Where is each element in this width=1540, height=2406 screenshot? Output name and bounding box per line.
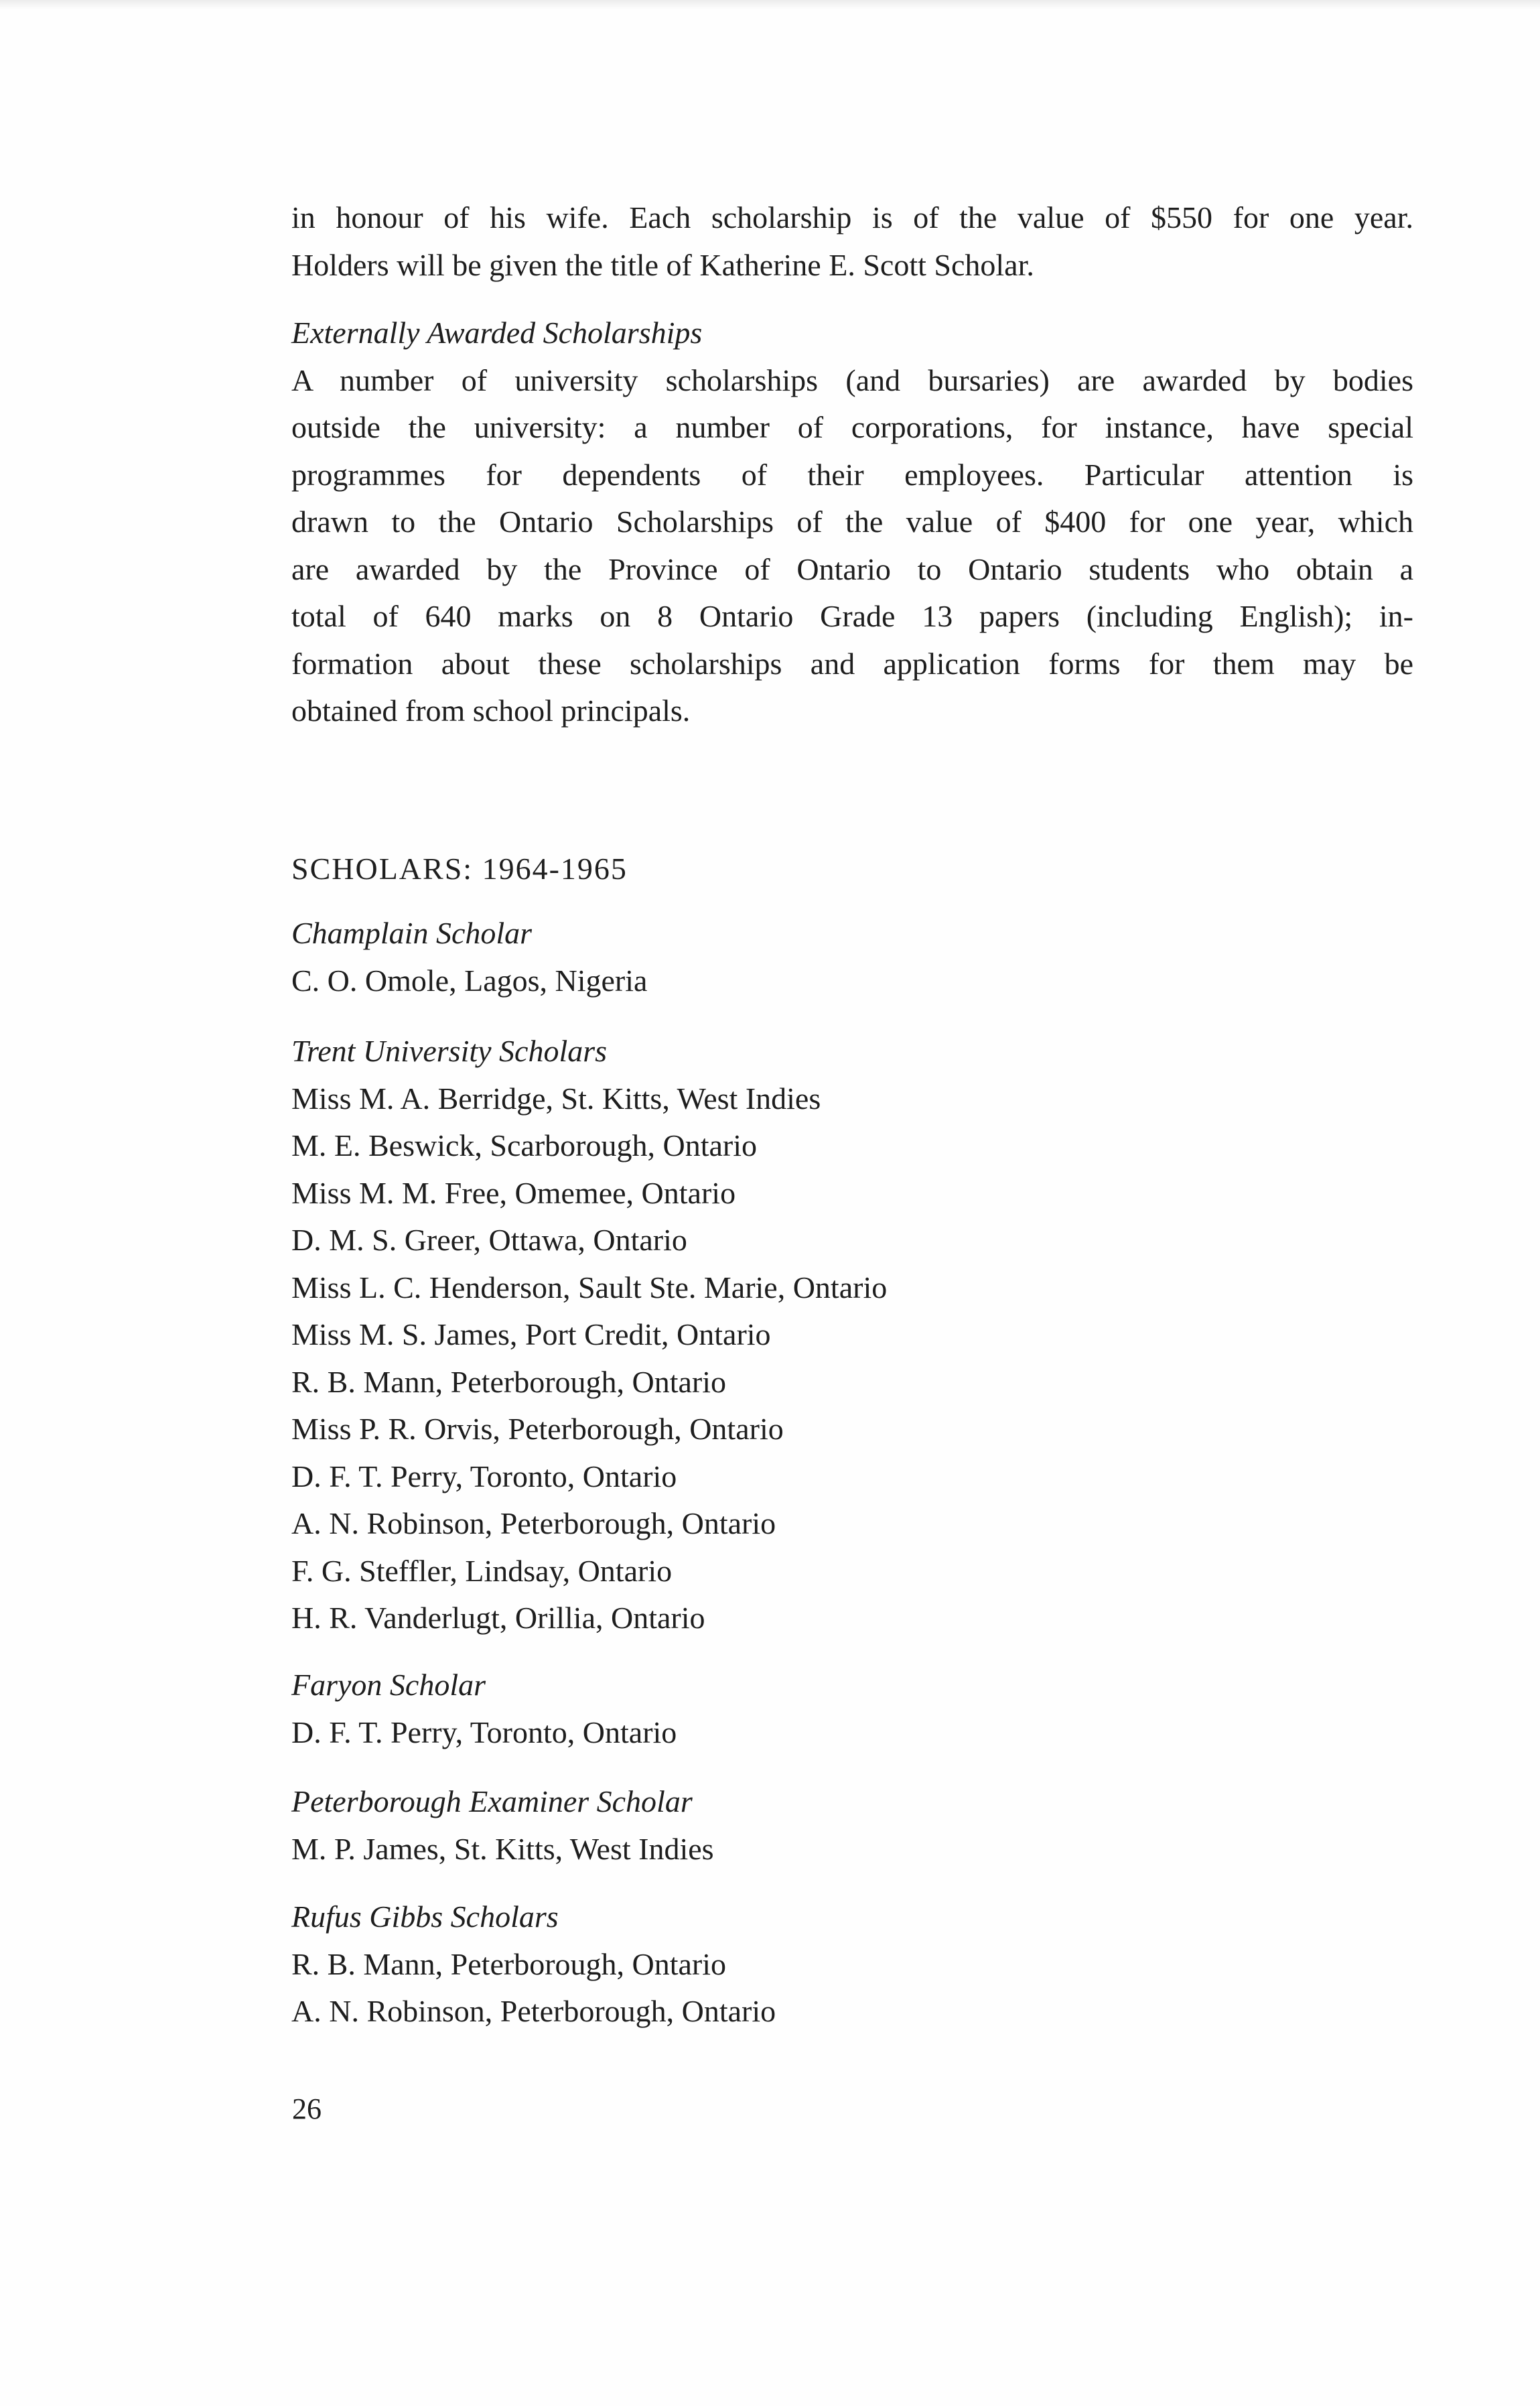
- external-heading: Externally Awarded Scholarships: [291, 316, 703, 350]
- scholar-entry: F. G. Steffler, Lindsay, Ontario: [291, 1553, 673, 1588]
- scholar-group-title: Champlain Scholar: [291, 916, 533, 950]
- scholar-group-title: Rufus Gibbs Scholars: [291, 1899, 559, 1934]
- scholar-group-title: Peterborough Examiner Scholar: [291, 1784, 693, 1818]
- scholars-heading: SCHOLARS: 1964-1965: [291, 852, 628, 886]
- external-line: total of 640 marks on 8 Ontario Grade 13 papers (including English); in-: [291, 599, 1413, 633]
- scholar-entry: Miss M. M. Free, Omemee, Ontario: [291, 1175, 736, 1210]
- intro-paragraph: [291, 194, 1413, 289]
- scholar-entry: R. B. Mann, Peterborough, Ontario: [291, 1946, 727, 1981]
- scholar-entry: Miss M. S. James, Port Credit, Ontario: [291, 1317, 771, 1351]
- page-number: 26: [292, 2092, 322, 2125]
- external-line: drawn to the Ontario Scholarships of the value of $400 for one year, which: [291, 505, 1413, 539]
- external-line: formation about these scholarships and application forms for them may be: [291, 646, 1413, 681]
- scholar-group-title: Trent University Scholars: [291, 1034, 608, 1068]
- scholar-entry: M. E. Beswick, Scarborough, Ontario: [291, 1128, 757, 1162]
- scholar-group: [291, 1028, 1413, 1642]
- external-line: outside the university: a number of corporations, for instance, have special: [291, 410, 1413, 444]
- scholar-entry: Miss P. R. Orvis, Peterborough, Ontario: [291, 1412, 784, 1446]
- intro-line: Holders will be given the title of Katherine E. Scott Scholar.: [291, 247, 1034, 282]
- intro-line: in honour of his wife. Each scholarship is of the value of $550 for one year.: [291, 200, 1413, 235]
- scholar-entry: M. P. James, St. Kitts, West Indies: [291, 1831, 714, 1866]
- scholar-entry: D. F. T. Perry, Toronto, Ontario: [291, 1459, 677, 1493]
- scholar-entry: R. B. Mann, Peterborough, Ontario: [291, 1364, 727, 1399]
- scholar-group: [291, 1893, 1413, 2035]
- page-top-edge: [0, 0, 1540, 9]
- scholar-entry: D. M. S. Greer, Ottawa, Ontario: [291, 1223, 687, 1257]
- external-line: obtained from school principals.: [291, 693, 691, 728]
- scholar-entry: D. F. T. Perry, Toronto, Ontario: [291, 1715, 677, 1749]
- scholar-group: [291, 1662, 1413, 1756]
- scholar-group: [291, 910, 1413, 1004]
- scholar-entry: A. N. Robinson, Peterborough, Ontario: [291, 1994, 776, 2028]
- scholar-entry: Miss M. A. Berridge, St. Kitts, West Indies: [291, 1081, 821, 1116]
- scholar-entry: H. R. Vanderlugt, Orillia, Ontario: [291, 1601, 705, 1635]
- external-line: A number of university scholarships (and bursaries) are awarded by bodies: [291, 362, 1413, 397]
- external-paragraph: [291, 357, 1413, 735]
- scholar-entry: A. N. Robinson, Peterborough, Ontario: [291, 1506, 776, 1540]
- external-line: programmes for dependents of their employees. Particular attention is: [291, 457, 1413, 492]
- external-scholarships-section: [291, 310, 1413, 735]
- scholar-entry: Miss L. C. Henderson, Sault Ste. Marie, Ontario: [291, 1270, 888, 1305]
- scholars-section: [291, 846, 1413, 893]
- scholar-entry: C. O. Omole, Lagos, Nigeria: [291, 963, 648, 998]
- external-line: are awarded by the Province of Ontario to Ontario students who obtain a: [291, 551, 1413, 586]
- scholar-group: [291, 1778, 1413, 1873]
- scholar-group-title: Faryon Scholar: [291, 1668, 486, 1702]
